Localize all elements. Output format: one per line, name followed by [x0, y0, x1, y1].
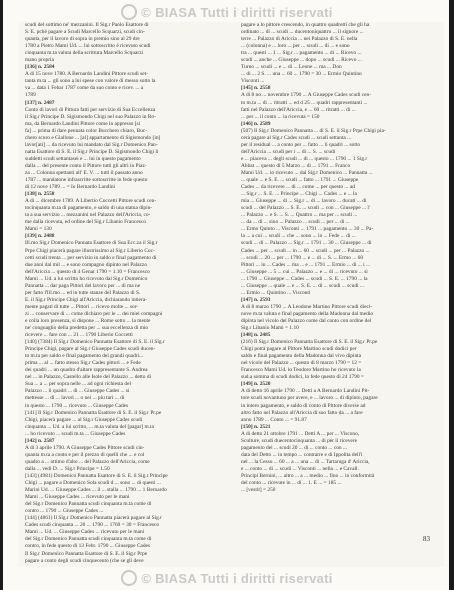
text-line: Ill.mo Sig.r Domenico Pannata Esattore di Sua Ecc.za il Sig.r — [25, 240, 158, 247]
text-line: due anni dal mil ... e sono compagno dipinto nel Palazzo — [25, 261, 148, 268]
text-line: sud.a somma di scudi dodici, in fede questo dì 24 1790 = — [241, 374, 364, 381]
text-line: cinquanta m.ta valuta della scrittura Marcello Scquarzi — [25, 50, 144, 57]
text-line: nove m.ta valuta e final pagamento della Madonna dal medio — [241, 310, 374, 317]
text-line: Mami ... Ud. a lui scritto ho ricevuto dal Sig.r Domenico — [25, 275, 148, 282]
entry-heading: [150] n. 2521 — [241, 423, 271, 430]
text-line: dalla ... vedi D. ... Sig.r Principe = 1.50 — [25, 465, 110, 472]
text-line: Sculture, scudi duecentocinquanta ... di per il ricevere — [241, 437, 358, 444]
text-line: ... 1790 ... Giuseppe ... Cades ... scudi ... S. E. ... 1790 ... la — [241, 275, 368, 282]
text-line: del conto ... ricevute in ... di ... 1. E ... = 185 ... — [241, 480, 342, 487]
text-line: za ... Colonna spettanti all' E. V. ... tutti il passato anno — [25, 169, 143, 176]
watermark-top-text: © BIASA Tutti i diritti riservati — [141, 5, 333, 20]
seal-icon — [121, 570, 137, 586]
left-text-column — [25, 22, 211, 565]
text-line: pagamento del ... scudi 20 ... di ... conto ... con ... — [241, 444, 347, 451]
entry-heading: [136] n. 2584 — [25, 64, 55, 71]
text-line: Principe Chigi, pagare al Sig.r Giuseppe Cades scudi ducen- — [25, 346, 156, 353]
text-line: prima ... al ... fatto stesso Sig.r Cades pittori ... e Fede — [25, 360, 141, 367]
text-line: Turno ... scudi ... e ... di ... Leone ... ma ... Don — [241, 64, 342, 71]
text-line: contro, in fede questo dì 13 Febr. 1790 ... Giuseppe Cades — [25, 543, 151, 550]
text-line: ... Ermo Quinto ... Visconti ... 1791 ... pagamento ... 30 ... Pa- — [241, 226, 374, 233]
text-line: e ... conto ... di ... scudi ... Visconti ... nella ... e Cavall. — [241, 465, 359, 472]
printed-sheet — [19, 22, 444, 567]
text-line: ordinato ... di ... scudi ... ducentoniquattro ... il signore ... — [241, 29, 364, 36]
text-line: (507) Il Sig.r Domenico Pannatta ... di S. E. il Sig.r Prpe Chigi pia- — [241, 127, 386, 134]
text-line: ... (colonna) e ... loro ... per ... scudi ... di ... e sono — [241, 43, 350, 50]
text-line: to m.ta ... di ... ritratti ... ed d 25 ... quadri rappresentanti ... — [241, 99, 368, 106]
text-line: Chigi ... pagare a Domenico Sola scudi d ... sono ... di questi ... — [25, 480, 161, 487]
text-line: ... Ermio ... Quintino ... Visconti — [241, 289, 311, 296]
text-line: A di 8 marzo 1790 ... A Leodone Martino Pittore scudi dieci- — [241, 303, 373, 310]
text-line: Il Sig.r Domenico Pannatta Esattore di S. E. il Sig.r Prpe — [25, 550, 148, 557]
watermark-bottom-text: © BIASA Tutti i diritti riservati — [141, 571, 333, 586]
text-line: Conto di lavori di Pittura fatti per servizio di Sua Eccellenza — [25, 106, 156, 113]
text-line: nel ... in Palazzo, Castello alle Isole del Palazzo ... detto di — [25, 374, 152, 381]
text-line: ... Sig.r ... S. E. ... Principe ... Chigi ... Cades ... e ... la — [241, 191, 357, 198]
text-line: S. E. pchè pagare a Scudi Marcello Scquarzi, scudi cin- — [25, 29, 145, 36]
text-line: A di detto 21 ottobre 1791 ... Detti A ... per ... Viscono, — [241, 430, 360, 437]
entry-heading: [147] n. 2593 — [241, 296, 271, 303]
text-line: A di ... dicembre 1789. A Libertio Coccetti Pittore scudi cen- — [25, 198, 157, 205]
text-line: cerà pagare al Sig.r Cades scudi ... scudi settanta ... — [241, 134, 352, 141]
text-line: scudi ... del Palazzo ... S. E. ... scudi ... con ... Giuseppe ... l' — [241, 205, 370, 212]
text-line: A di 15 nove 1780. A Bernardo Landini Pittore scudi set- — [25, 71, 148, 78]
text-line: cetti scudi trenta ... per servizio in saldo e final pagamento di — [25, 254, 157, 261]
text-line: quadro a ... ottimo d'alto ... del Palazzo dell'Ariccia, come — [25, 458, 150, 465]
text-line: dell'Ariccia ... scudi per i ... di ... S. ... scudi — [241, 148, 336, 155]
text-line: quanta, per il lavoro di sopra in premio sino al 29 dre — [25, 36, 140, 43]
text-line: ta a sua servizio ... mezzanini nel Palazzo dell'Ariccia, co- — [25, 212, 151, 219]
text-line: Prpe Chigi piacerà pagare illustrissimo al Sig.r Liberio Coc- — [25, 247, 155, 254]
text-line: scudi del sottimo ne' mezzanini. Il Sig.r Paolo Esattore di — [25, 22, 149, 28]
text-line: lavor[ati] ... da ricevuto lui mandato dal Sig.r Domenico Pan- — [25, 141, 158, 148]
entry-heading: [137] n. 2487 — [25, 99, 55, 106]
text-line: tra ... questi ... 1 ... Sig.r ... pagamento ... di ... Ricevo ... — [241, 50, 362, 57]
text-line: ... [vestit] = 250 — [241, 487, 276, 494]
text-line: altro fatto nel Palazzo all'Ariccia di suo fatto da ... a fare — [241, 409, 363, 416]
text-line: [140] (7384) Il Sig.r Domenico Pannatta Esattore di S. E. il Sig.r — [25, 339, 165, 346]
text-line: e ... piaceva ... degli scudi ... di ... questo ... 1790 ... 1 Sig.r — [241, 155, 368, 162]
text-line: data del Detto ... in tempo ... contrarre e di Ippolita dell'i — [241, 451, 363, 458]
text-line: 1780 a Pietro Mami Ud. ... lui sottoscritto è ricevuto scudi — [25, 43, 151, 50]
text-line: Mami = 130 — [25, 226, 52, 233]
text-line: la ... a cui ... scudi ... che ... sono ... in ... Fede ... di ... — [241, 233, 356, 240]
text-line: contro ... 1790 ... Giuseppe Cades ... — [25, 508, 104, 515]
watermark-top — [0, 4, 454, 20]
text-line: Palazzo ... li quadri ... di ... Giuseppe Cades ... si — [25, 388, 130, 395]
text-line: Pannatta ... dar paga Pittori del lavoro per ... di ma ne — [25, 282, 141, 289]
text-line: [143] (4981) Domenico Pannatta Esattore di S. E. il Sig.r Principe — [25, 473, 168, 479]
text-line: Chigi, piacerà pagare ... al Sig.r Giuseppe Cades scudi — [25, 416, 143, 423]
text-line: Marini Ud. ... Giuseppe Cades ... il ... stalla ... 1790 ... 1 Bernardo — [25, 487, 167, 494]
text-line: ... Giuseppe ... quale ... e ... S. E. ... di ... scudi ... scudi ... — [241, 282, 364, 289]
right-text-column — [241, 22, 427, 494]
text-line: dei quadri ... un quadro d'altare rappresentante S. Andrea — [25, 367, 148, 374]
text-line: cinquanta ... Ud. a lui scritto, ... m.ta valuta del [pagar] m.ta — [25, 423, 154, 430]
seal-icon — [121, 4, 137, 20]
text-line: mano propria — [25, 57, 54, 64]
entry-heading: [139] n. 2488 — [25, 233, 55, 240]
text-line: to m.ta per saldo e final pagamento dei grandi quadri... — [25, 353, 144, 360]
text-line: natta Esattore di S. E. il Sig.r Principe D. Sigismondo Chigi li — [25, 148, 159, 155]
text-line: quanta m.ta a conto e per il prezzo di quelli che ... e col — [25, 451, 145, 458]
entry-heading: [149] n. 2520 — [241, 381, 271, 388]
text-line: tanta m.ta ... gli sono a lui spese con valore di messo sotto la — [25, 78, 156, 85]
text-line: zi ... conservare di ... come dichiaro per le ... dei miei compagni — [25, 310, 163, 317]
text-line: Abbat ... questo dì 5 Marzo ... di ... 1791 ... Franco — [241, 162, 351, 169]
text-line: Mami ... Ud. ... Giuseppe Cades ... ricevuto per le mani — [25, 529, 145, 536]
text-line: fa] ... prima di dare pennata color Bucchero chiaro, Buc- — [25, 127, 147, 134]
text-line: fatti nel Palazzo dell'Ariccia, e ... 60 ... ritratti ... di ... — [241, 106, 356, 113]
text-line: del Sig.r Domenico Pannatta scudi cinquanta m.ta come di — [25, 536, 152, 543]
entry-heading: [138] n. 2558 — [25, 191, 55, 198]
entry-heading: [145] n. 2558 — [241, 85, 271, 92]
text-line: me dalla ricevuta, ed ordine del Sig.r Libanio Francesco — [25, 219, 146, 226]
text-line: ... da ... di ... sino ... Palazzo ... scudi ... per ... di ... — [241, 219, 350, 226]
text-line: ... Giuseppe ... 5 ... cui ... Palazzo ... e ... di ... ricevuto ... si — [241, 268, 368, 275]
text-line: saldo e final pagamento della Madonna dal vivo dipinta — [241, 353, 362, 360]
text-line: Pittori ... in ... Cades ... ma ... e ... 1791 ... Ermio ... di ... i ... — [241, 261, 371, 268]
text-line: pagare a conto degli scudi cinquecento (che se gli deve — [25, 557, 144, 564]
text-line: Mami ... Giuseppe Cades ... ricevuto per le mani — [25, 494, 130, 501]
entry-heading: [148] n. 2485 — [241, 332, 271, 339]
text-line: ma, da Bernardo Landini Pittore come in appresso [si — [25, 120, 141, 127]
text-line: mettesse ... di ... lavori ... o nei ... piu tari ... di — [25, 395, 125, 402]
text-line: in questo ... 1790 ... ricevuto ... Giuseppe Cades — [25, 402, 129, 409]
text-line: nel ... la Cesso ... 60 ... a ... una ... di ... Tartaruga d' Ariccia, — [241, 458, 370, 465]
text-line: ... ho ricevuto ... scudi m.ta ... Giuseppe Cades — [25, 430, 126, 437]
text-line: nel vicolo del Palazzo ... questo di 8 marzo 1790 = 12 = — [241, 360, 362, 367]
text-line: il Sig.r Principe D. Sigismondo Chigi nel suo Palazzo in Ro- — [25, 113, 156, 120]
text-line: Chigi potrà pagare al Pittore Martino scudi dodici per — [241, 346, 357, 353]
text-line: Sig.r Libanio Mami = 1.10 — [241, 325, 299, 332]
text-line: mia ... Giuseppe ... di ... Sig.r ... di ... lavoro ... ducati ... di — [241, 198, 367, 205]
text-line: A di 3 aprile 1790. A Giuseppe Cades Pittore scudi cin- — [25, 444, 145, 451]
text-line: dipinta nel vicolo del Palazzo come dal conto con ordine del — [241, 317, 372, 324]
text-line: per il residual ... a conto per ... fatto ... li quadri ... sotto — [241, 141, 361, 148]
text-line: Cades ... da ricevere ... di ... come ... per questo ... ad — [241, 184, 355, 191]
entry-heading: [142] n. 2587 — [25, 437, 55, 444]
text-line: A di 8 no ... novembre 1790 ... A Giuseppe Cades scudi cen- — [241, 92, 371, 99]
text-line: dalla ... del presente conto il Pittore tutti gli altri in Piaz- — [25, 162, 147, 169]
text-line: ... quale ... e S. E. ... scudi ... fatto ... 1791 ... Giuseppe — [241, 177, 359, 184]
text-line: Principi Bernini, ... altro ... a ... medio ... fino ... in conformità — [241, 473, 375, 479]
text-line: E. il Sig.r Principe Chigi all'Ariccia, dichiarando intiera- — [25, 296, 147, 303]
document-page — [3, 0, 449, 590]
watermark-bottom — [0, 570, 454, 586]
text-line: chero scuro e Giallone ... [al] appartamento di Sigismondo [in] — [25, 134, 161, 141]
text-line: per fatto l'Ill.mo ... ed in tutte stanze del Palazzo di S. — [25, 289, 141, 296]
text-line: ne' conguaglio della predetta per ... sua eccellenza di mio — [25, 325, 149, 332]
text-line: scudi ... anche ... Giuseppe ... dopo ... scudi ... Ricevo ... — [241, 57, 362, 64]
text-line: ... di ... 2 S. ... una ... 60 ... 1790 = 30 ... Ermio Quintino — [241, 71, 362, 78]
text-line: Sua ... a ... per sopra nelle ... ad ogni richiesta del — [25, 381, 131, 388]
text-line: (216) Il Sig.r Domenico Pannatta Esattore di S. E. il Sig.r Pr.pe — [241, 339, 378, 346]
text-line: anno 1789 ... Conto ... = 91.87 — [241, 416, 307, 423]
text-line: del Sig.r Domenico Pannatta scudi cinquanta m.ta come di — [25, 501, 152, 508]
text-line: scudi ... di ... Palazzo ... Sig.r ... 1791 ... 30 ... Giuseppe ... di — [241, 240, 372, 247]
entry-heading: [146] n. 2589 — [241, 120, 271, 127]
text-line: va ... data 1 Febar 1787 come da suo conto e ricev. ... a — [25, 85, 144, 92]
text-line: ... per ... il conto ... la ricevuta = 150 — [241, 113, 320, 120]
text-line: suddetti scudi settantasei e ... lui in questo pagamento — [25, 155, 141, 162]
page-number: 83 — [423, 535, 430, 543]
text-line: Mami Ud. ... io ricevuto ... dal Sig.r Domenico ... Pannatta ... — [241, 169, 373, 176]
text-line: Cades scudi cinquanta ... 20 ... 1790 ... 1769 = 30 = Francesco — [25, 522, 160, 529]
text-line: Cades ... per ... scudi ... in ... 60 ... scudi ... per ... Palazzo ... — [241, 247, 370, 254]
text-line: pagare a lo pittore crescendo, in quattro quadretti che gli ha — [241, 22, 370, 28]
text-line: 1789 — [25, 92, 36, 99]
text-line: tore scudi novantuno per avere, e ... lavoro ... di dipinto, pagare — [241, 395, 378, 402]
text-line: dell'Ariccia ... questo di 4 Genar 1790 = 1.10 = Francesco — [25, 268, 150, 275]
text-line: Visconti ... — [241, 78, 265, 85]
text-line: ... scudi ... 20 ... per ... 1790 ... e ... di ... S. ... Ermo ... 60 — [241, 254, 364, 261]
text-line: [141] Il Sig.r Domenico Pannatta Esattore di S. E. il Sig.r Pr.pe — [25, 409, 162, 416]
text-line: ... Palazzo ... e S. ... S. ... Quattro ... ma per ... scudi ... — [241, 212, 358, 219]
text-line: terre ... Palazzo di Ariccia ... nei Palazzo di S. E. nella — [241, 36, 358, 43]
text-line: A di detto 16 aprile 1790 ... Detti a A Bernardo Landini Pit- — [241, 388, 370, 395]
text-line: ricevere ... fare con ... 21 ... 1790 Liberio Coccetti — [25, 332, 133, 339]
text-line: mente pagati di tutte ... Pittori ... ricevo molte ... sor- — [25, 303, 139, 310]
text-line: [144] (4861) Il Sig.r Domenico Pannatta piacerà pagare al Sig.r — [25, 515, 162, 522]
text-line: tocinquanta m.ta di pagamento, e saldo di una statua dipin- — [25, 205, 153, 212]
text-line: in intero pagamento, e saldo di conto di Pittore diverse ad — [241, 402, 366, 409]
text-line: dì 12 nove 1789 ... = Io Bernardo Landini — [25, 184, 116, 191]
text-line: 1787 ... mandatone infrascritte sottoscritte in fede questo — [25, 177, 148, 184]
text-line: e colla loro presenza, si dispone ... Rome sotto ... la mente — [25, 317, 151, 324]
text-line: Francesco Mami Ud. lo Teodoro Martino ho ricevuto la — [241, 367, 361, 374]
